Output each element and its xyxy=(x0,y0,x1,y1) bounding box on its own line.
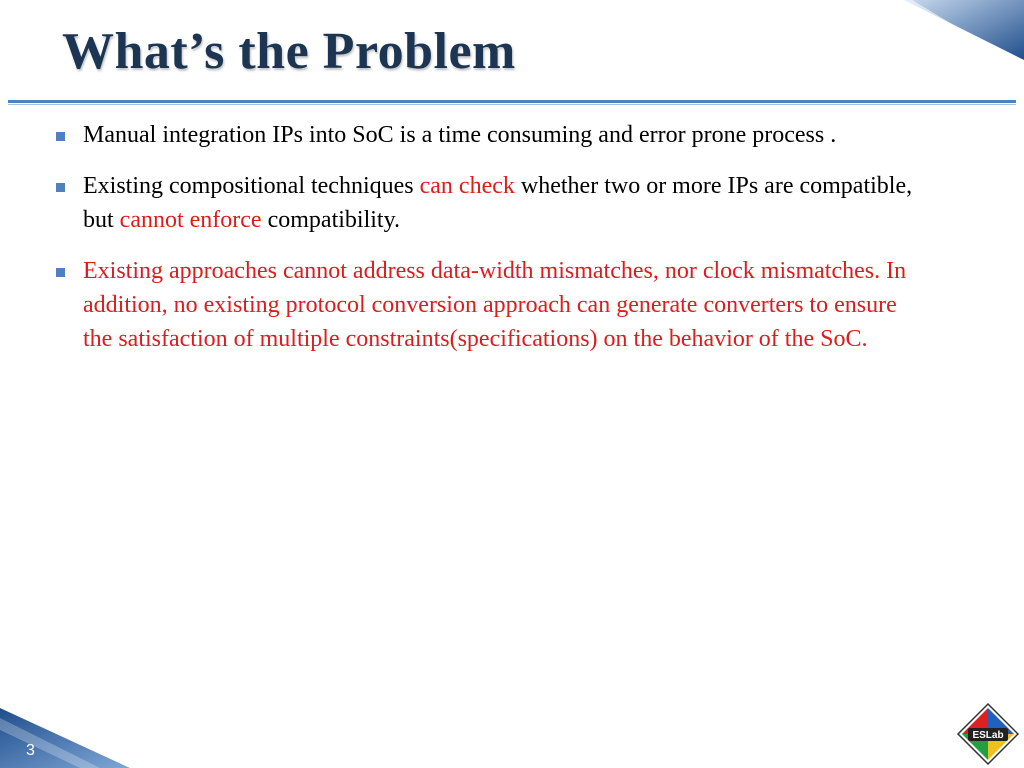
eslab-logo-icon xyxy=(956,702,1020,766)
bullet-item xyxy=(50,254,930,356)
title-divider xyxy=(8,100,1016,103)
bullet-item xyxy=(50,169,930,237)
square-bullet-icon xyxy=(56,268,65,277)
slide-number: 3 xyxy=(26,742,35,759)
bullet-text: compatibility. xyxy=(261,207,401,233)
corner-decoration-bottom-left xyxy=(0,708,140,768)
bullet-text: Manual integration IPs into SoC is a time consuming and error prone process . xyxy=(83,122,837,148)
highlighted-text: cannot enforce xyxy=(119,207,262,233)
bullet-list xyxy=(50,118,930,373)
highlighted-text: can check xyxy=(419,173,515,199)
bullet-item xyxy=(50,118,930,152)
slide-title: What’s the Problem xyxy=(62,23,516,80)
title-divider-thin xyxy=(8,104,1016,105)
bullet-text: whether two or more IPs are compatible, but xyxy=(83,173,913,233)
corner-decoration-top-right xyxy=(884,0,1024,60)
svg-text:ESLab: ESLab xyxy=(972,730,1004,741)
square-bullet-icon xyxy=(56,132,65,141)
bullet-text: Existing compositional techniques xyxy=(83,173,420,199)
highlighted-text: Existing approaches cannot address data-width mismatches, nor clock mismatches. In addition, no existing protocol conversion approach can generate converters to ensure the satisfaction of multiple constraints(specifications) on the behavior of the SoC. xyxy=(83,258,907,352)
square-bullet-icon xyxy=(56,183,65,192)
